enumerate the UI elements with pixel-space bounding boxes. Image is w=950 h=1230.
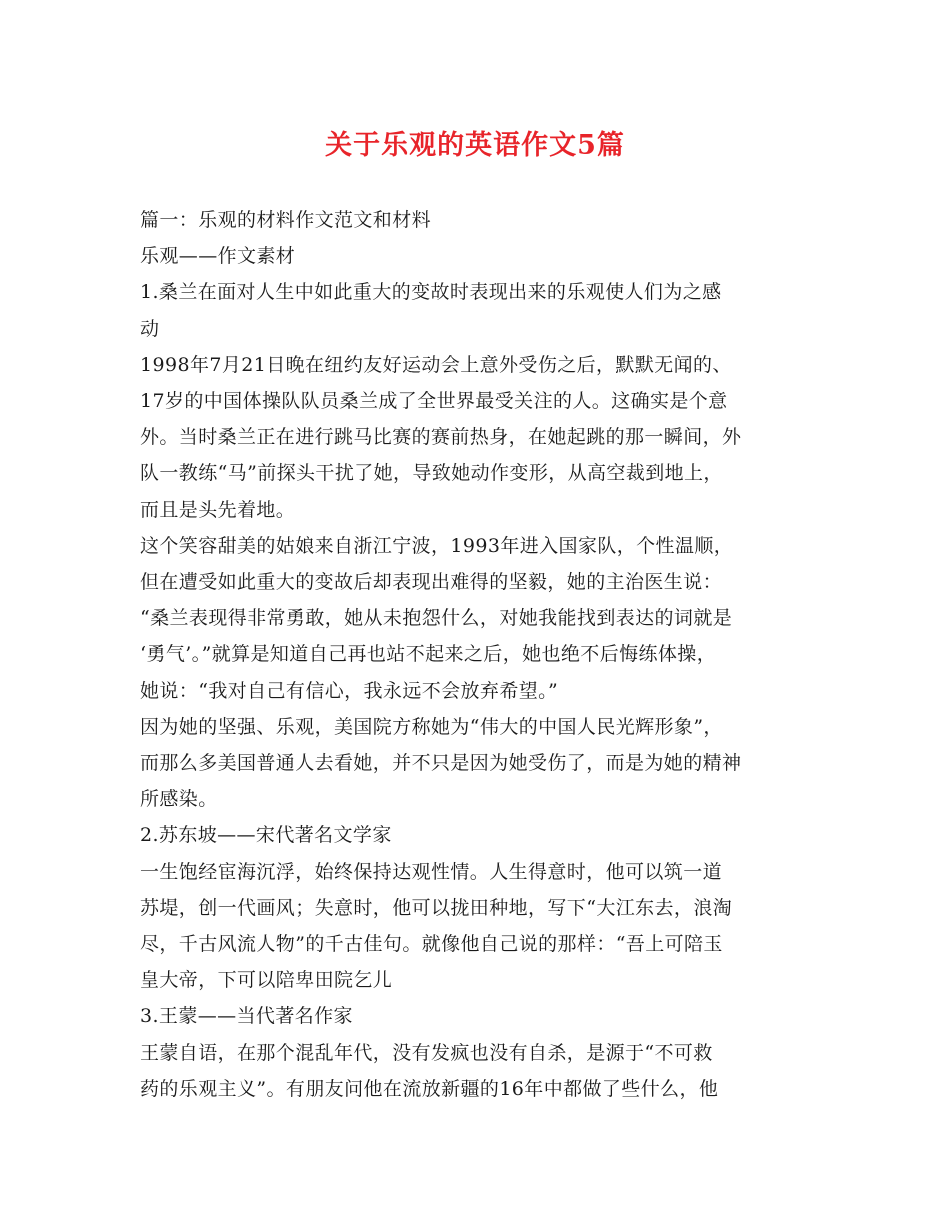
text-line: 1.桑兰在面对人生中如此重大的变故时表现出来的乐观使人们为之感 xyxy=(140,281,722,304)
document-title: 关于乐观的英语作文5篇 xyxy=(325,130,625,161)
text-line: ‘勇气’。”就算是知道自己再也站不起来之后，她也绝不后悔练体操， xyxy=(140,643,717,666)
text-line: 2.苏东坡——宋代著名文学家 xyxy=(140,824,392,847)
text-line: 所感染。 xyxy=(140,788,218,811)
text-line: 王蒙自语，在那个混乱年代，没有发疯也没有自杀，是源于“不可救 xyxy=(140,1041,713,1064)
text-line: 但在遭受如此重大的变故后却表现出难得的坚毅，她的主治医生说： xyxy=(140,571,723,594)
text-line: 她说：“我对自己有信心，我永远不会放弃希望。” xyxy=(140,679,559,702)
text-line: 外。当时桑兰正在进行跳马比赛的赛前热身，在她起跳的那一瞬间，外 xyxy=(140,426,742,449)
text-line: 药的乐观主义”。有朋友问他在流放新疆的16年中都做了些什么，他 xyxy=(140,1077,719,1100)
text-line: 而且是头先着地。 xyxy=(140,498,296,521)
text-line: 1998年7月21日晚在纽约友好运动会上意外受伤之后，默默无闻的、 xyxy=(140,353,732,376)
text-line: 17岁的中国体操队队员桑兰成了全世界最受关注的人。这确实是个意 xyxy=(140,390,728,413)
text-line: 3.王蒙——当代著名作家 xyxy=(140,1005,353,1028)
text-line: 尽，千古风流人物”的千古佳句。就像他自己说的那样：“吾上可陪玉 xyxy=(140,933,723,956)
text-line: 苏堤，创一代画风；失意时，他可以拢田种地，写下“大江东去，浪淘 xyxy=(140,896,733,919)
text-line: 因为她的坚强、乐观，美国院方称她为“伟大的中国人民光辉形象”， xyxy=(140,715,723,738)
text-line: 动 xyxy=(140,317,160,340)
text-line: 队一教练“马”前探头干扰了她，导致她动作变形，从高空裁到地上， xyxy=(140,462,723,485)
text-line: 这个笑容甜美的姑娘来自浙江宁波，1993年进入国家队，个性温顺， xyxy=(140,534,734,557)
text-line: 而那么多美国普通人去看她，并不只是因为她受伤了，而是为她的精神 xyxy=(140,752,742,775)
text-line: 乐观——作文素材 xyxy=(140,245,296,268)
text-line: 一生饱经宦海沉浮，始终保持达观性情。人生得意时，他可以筑一道 xyxy=(140,860,723,883)
text-line: 篇一：乐观的材料作文范文和材料 xyxy=(140,209,432,231)
text-line: “桑兰表现得非常勇敢，她从未抱怨什么，对她我能找到表达的词就是 xyxy=(140,607,733,630)
text-line: 皇大帝，下可以陪卑田院乞儿 xyxy=(140,969,393,992)
document-body xyxy=(140,202,830,1107)
